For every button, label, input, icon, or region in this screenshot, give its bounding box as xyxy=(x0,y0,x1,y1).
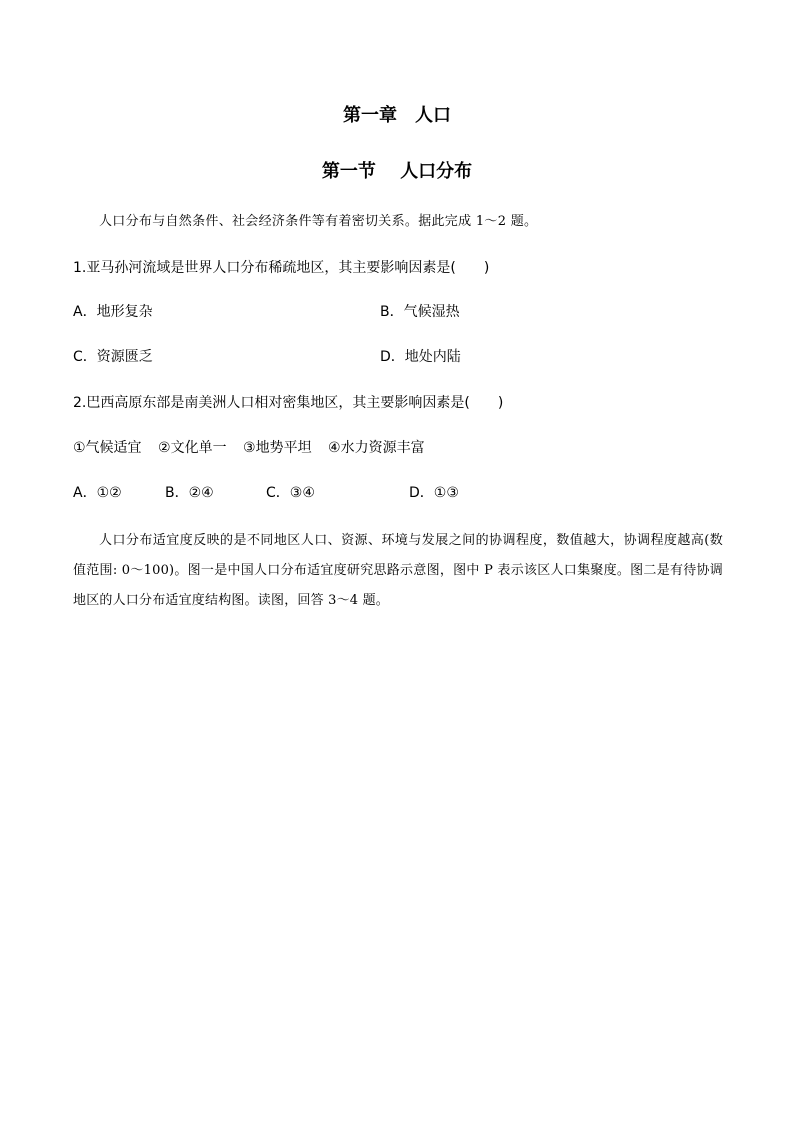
question-2-option-d: D．①③ xyxy=(409,485,459,501)
statement-4: ④水力资源丰富 xyxy=(328,440,425,456)
question-1-stem: 1.亚马孙河流域是世界人口分布稀疏地区，其主要影响因素是( ) xyxy=(73,260,490,276)
question-1-option-d: D．地处内陆 xyxy=(380,349,461,365)
question-1-option-c: C．资源匮乏 xyxy=(73,349,153,365)
question-2-option-c: C．③④ xyxy=(266,485,315,501)
intro-paragraph-1: 人口分布与自然条件、社会经济条件等有着密切关系。据此完成 1～2 题。 xyxy=(99,214,538,229)
statement-2: ②文化单一 xyxy=(158,440,227,456)
section-title: 第一节 人口分布 xyxy=(321,161,473,182)
question-2-stem: 2.巴西高原东部是南美洲人口相对密集地区，其主要影响因素是( ) xyxy=(73,395,504,411)
question-2-option-a: A．①② xyxy=(73,485,122,501)
statement-1: ①气候适宜 xyxy=(73,440,142,456)
intro-paragraph-2: 人口分布适宜度反映的是不同地区人口、资源、环境与发展之间的协调程度，数值越大，协调程度越高(数值范围: 0～100)。图一是中国人口分布适宜度研究思路示意图，图中 P 表示该区人口集聚度。图二是有待协调地区的人口分布适宜度结构图。读图，回答 3～4 题。 xyxy=(73,533,723,608)
question-1-option-a: A．地形复杂 xyxy=(73,304,153,320)
question-2-option-b: B．②④ xyxy=(165,485,214,501)
chapter-title: 第一章 人口 xyxy=(343,105,451,126)
question-1-option-b: B．气候湿热 xyxy=(380,304,460,320)
statement-3: ③地势平坦 xyxy=(243,440,312,456)
question-2-statements xyxy=(73,438,437,458)
